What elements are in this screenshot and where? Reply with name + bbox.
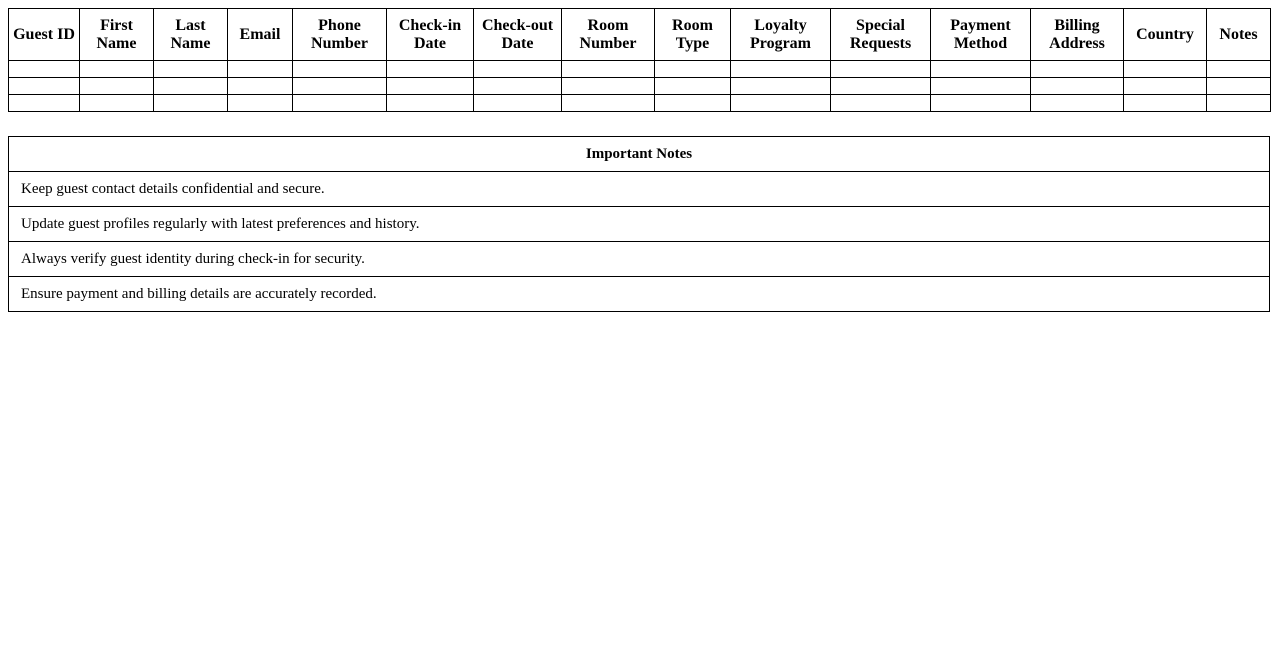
note-item: Update guest profiles regularly with latest preferences and history. (9, 207, 1270, 242)
notes-title: Important Notes (9, 137, 1270, 172)
notes-header-row (9, 137, 1270, 172)
column-header-billing-address: Billing Address (1031, 9, 1124, 61)
table-cell[interactable] (80, 95, 154, 112)
table-cell[interactable] (228, 61, 293, 78)
table-cell[interactable] (562, 95, 655, 112)
column-header-loyalty-program: Loyalty Program (731, 9, 831, 61)
table-cell[interactable] (387, 78, 474, 95)
table-cell[interactable] (1207, 95, 1271, 112)
table-cell[interactable] (9, 78, 80, 95)
table-cell[interactable] (731, 78, 831, 95)
table-cell[interactable] (1207, 78, 1271, 95)
table-cell[interactable] (1124, 78, 1207, 95)
table-cell[interactable] (80, 61, 154, 78)
table-cell[interactable] (474, 95, 562, 112)
table-cell[interactable] (387, 95, 474, 112)
table-cell[interactable] (831, 78, 931, 95)
column-header-room-type: Room Type (655, 9, 731, 61)
column-header-notes: Notes (1207, 9, 1271, 61)
note-row (9, 277, 1270, 312)
table-cell[interactable] (474, 78, 562, 95)
note-item: Always verify guest identity during check-in for security. (9, 242, 1270, 277)
table-cell[interactable] (831, 61, 931, 78)
table-cell[interactable] (1124, 95, 1207, 112)
table-cell[interactable] (154, 61, 228, 78)
table-cell[interactable] (1031, 95, 1124, 112)
table-cell[interactable] (931, 78, 1031, 95)
header-row (9, 9, 1271, 61)
note-item: Ensure payment and billing details are accurately recorded. (9, 277, 1270, 312)
column-header-last-name: Last Name (154, 9, 228, 61)
table-cell[interactable] (228, 95, 293, 112)
column-header-country: Country (1124, 9, 1207, 61)
table-cell[interactable] (154, 95, 228, 112)
column-header-email: Email (228, 9, 293, 61)
note-row (9, 207, 1270, 242)
table-cell[interactable] (293, 61, 387, 78)
table-cell[interactable] (562, 61, 655, 78)
table-cell[interactable] (9, 61, 80, 78)
page-content (8, 8, 1270, 312)
guest-records-table (8, 8, 1271, 112)
table-cell[interactable] (293, 95, 387, 112)
table-cell[interactable] (474, 61, 562, 78)
table-cell[interactable] (1031, 61, 1124, 78)
table-cell[interactable] (154, 78, 228, 95)
column-header-check-in-date: Check-in Date (387, 9, 474, 61)
table-cell[interactable] (731, 95, 831, 112)
table-cell[interactable] (831, 95, 931, 112)
table-cell[interactable] (80, 78, 154, 95)
table-cell[interactable] (387, 61, 474, 78)
table-cell[interactable] (1207, 61, 1271, 78)
table-cell[interactable] (1031, 78, 1124, 95)
column-header-room-number: Room Number (562, 9, 655, 61)
column-header-phone-number: Phone Number (293, 9, 387, 61)
note-row (9, 172, 1270, 207)
column-header-payment-method: Payment Method (931, 9, 1031, 61)
table-cell[interactable] (731, 61, 831, 78)
table-cell[interactable] (9, 95, 80, 112)
guest-table-body (9, 61, 1271, 112)
table-row (9, 95, 1271, 112)
table-cell[interactable] (655, 78, 731, 95)
note-row (9, 242, 1270, 277)
table-cell[interactable] (1124, 61, 1207, 78)
column-header-guest-id: Guest ID (9, 9, 80, 61)
table-cell[interactable] (931, 95, 1031, 112)
column-header-first-name: First Name (80, 9, 154, 61)
table-row (9, 78, 1271, 95)
table-cell[interactable] (562, 78, 655, 95)
column-header-special-requests: Special Requests (831, 9, 931, 61)
table-cell[interactable] (655, 95, 731, 112)
table-cell[interactable] (931, 61, 1031, 78)
note-item: Keep guest contact details confidential and secure. (9, 172, 1270, 207)
table-row (9, 61, 1271, 78)
important-notes-table (8, 136, 1270, 312)
column-header-check-out-date: Check-out Date (474, 9, 562, 61)
table-cell[interactable] (293, 78, 387, 95)
table-cell[interactable] (655, 61, 731, 78)
table-cell[interactable] (228, 78, 293, 95)
